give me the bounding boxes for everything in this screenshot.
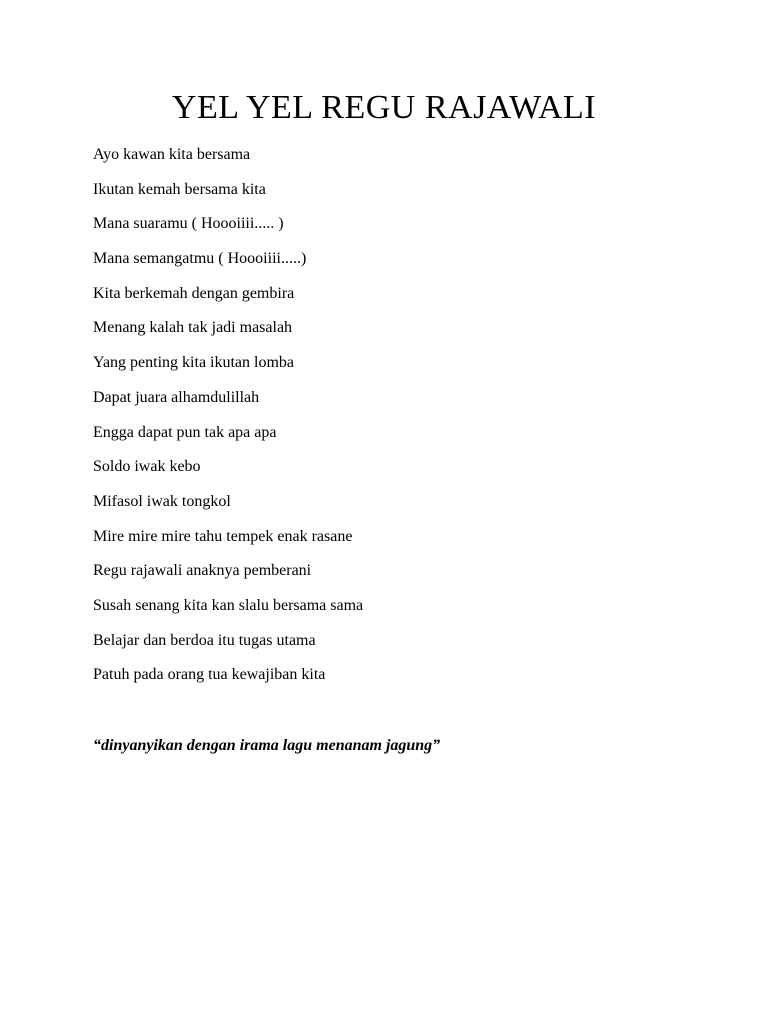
lyric-line: Belajar dan berdoa itu tugas utama xyxy=(93,631,316,649)
lyrics-list xyxy=(93,143,363,698)
lyric-line: Yang penting kita ikutan lomba xyxy=(93,354,295,372)
lyric-line: Mana suaramu ( Hoooiiii..... ) xyxy=(93,215,284,233)
melody-note: “dinyanyikan dengan irama lagu menanam jagung” xyxy=(93,737,441,754)
lyric-line: Mire mire mire tahu tempek enak rasane xyxy=(93,527,353,545)
lyric-line: Kita berkemah dengan gembira xyxy=(93,284,295,302)
lyric-line: Mana semangatmu ( Hoooiiii.....) xyxy=(93,250,307,268)
lyric-line: Soldo iwak kebo xyxy=(93,458,201,476)
document-title: YEL YEL REGU RAJAWALI xyxy=(171,89,597,126)
lyric-line: Susah senang kita kan slalu bersama sama xyxy=(93,596,364,614)
lyric-line: Dapat juara alhamdulillah xyxy=(93,388,260,406)
lyric-line: Ayo kawan kita bersama xyxy=(93,146,251,163)
lyric-line: Ikutan kemah bersama kita xyxy=(93,180,266,198)
lyric-line: Engga dapat pun tak apa apa xyxy=(93,423,277,441)
lyric-line: Patuh pada orang tua kewajiban kita xyxy=(93,666,326,684)
lyric-line: Regu rajawali anaknya pemberani xyxy=(93,562,312,580)
lyric-line: Mifasol iwak tongkol xyxy=(93,492,231,510)
lyric-line: Menang kalah tak jadi masalah xyxy=(93,319,293,337)
